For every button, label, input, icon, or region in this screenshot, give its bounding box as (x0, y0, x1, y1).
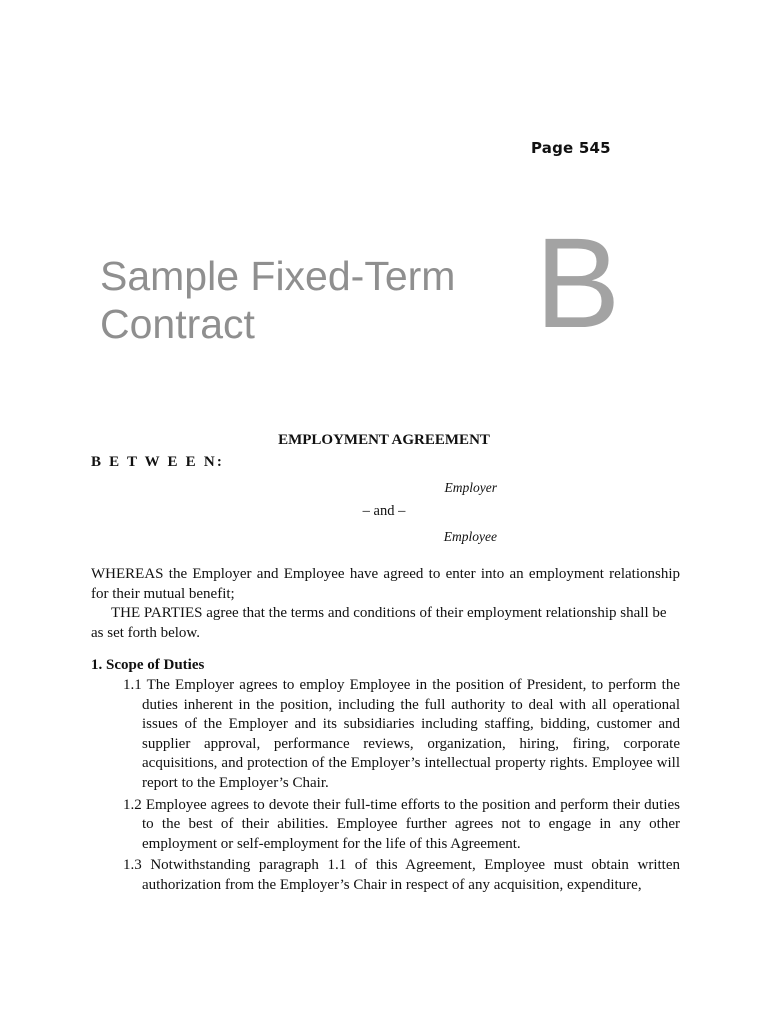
agreement-title: EMPLOYMENT AGREEMENT (278, 432, 490, 448)
appendix-letter: B (535, 212, 621, 355)
appendix-title (100, 252, 500, 348)
page-number: Page 545 (531, 139, 611, 157)
agreement-body (91, 565, 680, 898)
employer-label: Employer (444, 480, 497, 495)
parties-paragraph: THE PARTIES agree that the terms and conditions of their employment relationship shall be as set forth below. (91, 605, 667, 641)
clause-list (91, 676, 680, 896)
appendix-title-line2: Contract (100, 301, 255, 347)
whereas-paragraph: WHEREAS the Employer and Employee have agreed to enter into an employment relationship for their mutual benefit; (91, 566, 680, 602)
clause-1-3: 1.3 Notwithstanding paragraph 1.1 of this Agreement, Employee must obtain written authorization from the Employer’s Chair in respect of any acquisition, expenditure, (123, 857, 680, 893)
between-label: B E T W E E N: (91, 454, 225, 470)
clause-1-2: 1.2 Employee agrees to devote their full-time efforts to the position and perform their duties to the best of their abilities. Employee further agrees not to engage in any other employment or self-employment for the life of this Agreement. (123, 796, 680, 852)
and-separator: – and – (362, 503, 406, 519)
section-heading-scope-of-duties: 1. Scope of Duties (91, 657, 205, 674)
employee-label: Employee (443, 529, 497, 544)
appendix-title-line1: Sample Fixed-Term (100, 253, 456, 299)
clause-1-1: 1.1 The Employer agrees to employ Employee in the position of President, to perform the duties inherent in the position, including the full authority to deal with all operational issues of the Employer and its subsidiaries including staffing, bidding, customer and supplier approval, performance reviews, organization, hiring, firing, corporate acquisitions, and protection of the Employer’s intellectual property rights. Employee will report to the Employer’s Chair. (123, 676, 680, 791)
